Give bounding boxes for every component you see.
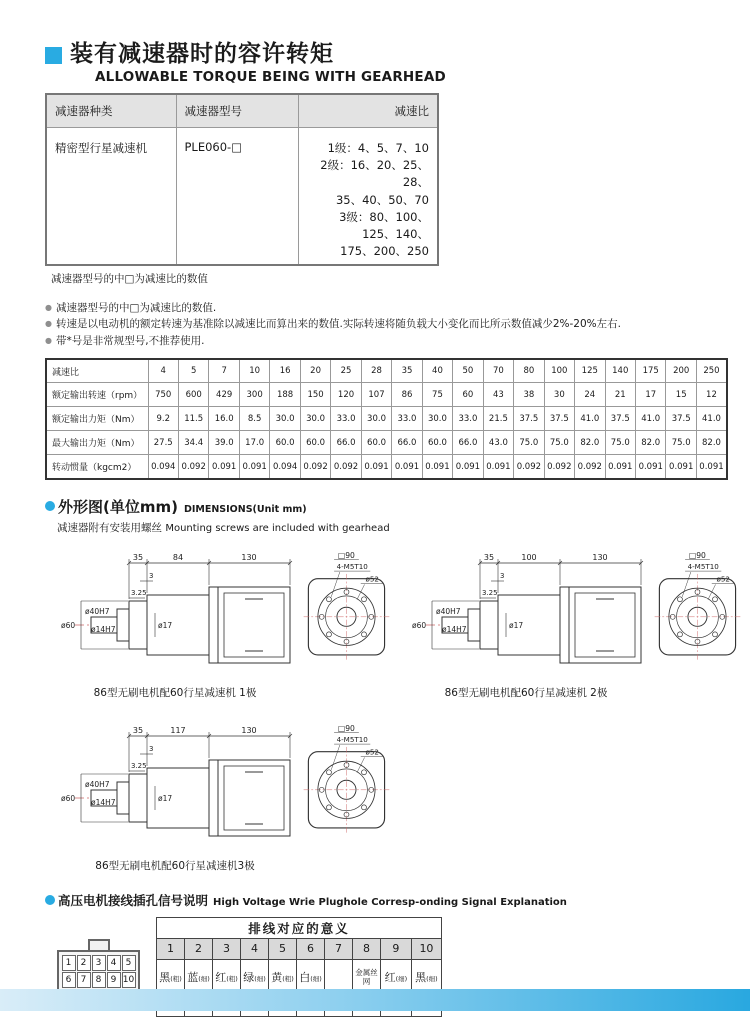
note-text: 带*号是非常规型号,不推荐使用. — [55, 335, 205, 348]
wire-gauge-label: (细) — [395, 975, 408, 984]
gearhead-type-cell: 精密型行星减速机 — [46, 127, 176, 264]
spec-value-cell: 30.0 — [422, 407, 452, 431]
spec-value-cell: 0.091 — [666, 455, 696, 479]
spec-value-cell: 0.092 — [178, 455, 208, 479]
spec-value-cell: 60.0 — [300, 431, 330, 455]
wiring-title-zh: 高压电机接线插孔信号说明 — [58, 892, 209, 908]
col-header-ratio: 减速比 — [298, 94, 438, 127]
front-view-drawing-2 — [647, 543, 747, 683]
wire-gauge-label: (粗) — [170, 975, 182, 984]
pin-number-cell: 4 — [241, 938, 269, 959]
spec-value-cell: 8.5 — [239, 407, 269, 431]
blue-dot-icon — [45, 895, 55, 905]
spec-value-cell: 600 — [178, 383, 208, 407]
wire-color-cell: 黑(细) — [411, 959, 441, 995]
spec-value-cell: 60 — [453, 383, 483, 407]
bullet-icon: ● — [45, 336, 52, 346]
spec-value-cell: 75.0 — [544, 431, 574, 455]
dim-len1: 35 — [132, 552, 144, 562]
dim-square: □90 — [338, 723, 355, 733]
connector-pin: 2 — [77, 955, 91, 971]
dim-bolts: 4-M5T10 — [336, 562, 368, 572]
spec-value-cell: 0.091 — [636, 455, 666, 479]
dim-shaft: ø14H7 — [91, 624, 116, 634]
dim-len3: 130 — [241, 725, 257, 735]
connector-body — [57, 950, 140, 994]
model-note: 减速器型号的中□为减速比的数值 — [51, 272, 208, 285]
spec-row — [46, 383, 727, 407]
spec-value-cell: 9.2 — [148, 407, 178, 431]
side-view-drawing-2 — [396, 543, 646, 683]
spec-value-cell: 21.5 — [483, 407, 513, 431]
spec-row — [46, 407, 727, 431]
side-view-drawing-1 — [45, 543, 295, 683]
spec-row-label: 减速比 — [46, 359, 148, 383]
connector-pin: 8 — [92, 972, 106, 988]
dim-len3: 130 — [592, 552, 608, 562]
dim-step: 3.25 — [131, 761, 147, 770]
spec-value-cell: 0.091 — [453, 455, 483, 479]
dim-pilot: ø40H7 — [85, 606, 110, 616]
page-header — [45, 42, 728, 85]
spec-value-cell: 60.0 — [361, 431, 391, 455]
spec-value-cell: 21 — [605, 383, 635, 407]
spec-value-cell: 75.0 — [514, 431, 544, 455]
dim-shaft2: ø17 — [509, 620, 524, 630]
spec-value-cell: 20 — [300, 359, 330, 383]
connector-pin: 1 — [62, 955, 76, 971]
ratio-line: 175、200、250 — [340, 244, 429, 259]
spec-value-cell: 30.0 — [270, 407, 300, 431]
note-item — [45, 333, 728, 350]
spec-value-cell: 0.092 — [575, 455, 605, 479]
connector-row-2 — [61, 972, 136, 989]
connector-pin: 5 — [122, 955, 136, 971]
blue-dot-icon — [45, 501, 55, 511]
spec-value-cell: 250 — [696, 359, 727, 383]
connector-pin: 9 — [107, 972, 121, 988]
spec-value-cell: 0.094 — [270, 455, 300, 479]
spec-value-cell: 0.091 — [605, 455, 635, 479]
dim-shaft: ø14H7 — [442, 624, 467, 634]
spec-value-cell: 0.091 — [696, 455, 727, 479]
table-row — [46, 127, 438, 264]
spec-value-cell: 0.091 — [483, 455, 513, 479]
dim-len1: 35 — [483, 552, 495, 562]
notes-list — [45, 300, 728, 350]
spec-value-cell: 24 — [575, 383, 605, 407]
dim-bolts: 4-M5T10 — [336, 735, 368, 745]
spec-value-cell: 12 — [696, 383, 727, 407]
spec-value-cell: 43.0 — [483, 431, 513, 455]
spec-value-cell: 80 — [514, 359, 544, 383]
pin-number-cell: 5 — [269, 938, 297, 959]
gearhead-model-cell: PLE060-□ — [176, 127, 298, 264]
dim-pilot: ø40H7 — [85, 779, 110, 789]
dim-square: □90 — [689, 550, 706, 560]
wire-color-cell: 金属丝网 — [353, 959, 381, 995]
connector-row-1 — [61, 955, 136, 972]
spec-value-cell: 30 — [544, 383, 574, 407]
spec-value-cell: 30.0 — [361, 407, 391, 431]
dim-pilot: ø40H7 — [436, 606, 461, 616]
spec-table — [45, 358, 728, 480]
spec-row-label: 额定输出转速（rpm） — [46, 383, 148, 407]
pin-number-cell: 2 — [185, 938, 213, 959]
spec-value-cell: 125 — [575, 359, 605, 383]
spec-value-cell: 140 — [605, 359, 635, 383]
wire-color-cell: 蓝(细) — [185, 959, 213, 995]
spec-value-cell: 66.0 — [331, 431, 361, 455]
connector-pin: 4 — [107, 955, 121, 971]
spec-value-cell: 200 — [666, 359, 696, 383]
wire-gauge-label: (粗) — [226, 975, 238, 984]
spec-value-cell: 37.5 — [514, 407, 544, 431]
spec-value-cell: 75 — [422, 383, 452, 407]
dim-bolt-circle: ø52 — [365, 747, 379, 757]
blue-square-bullet-icon — [45, 47, 62, 64]
spec-value-cell: 0.092 — [514, 455, 544, 479]
spec-row-label: 额定输出力矩（Nm） — [46, 407, 148, 431]
spec-value-cell: 4 — [148, 359, 178, 383]
spec-value-cell: 39.0 — [209, 431, 239, 455]
dim-step: 3.25 — [482, 588, 498, 597]
spec-value-cell: 10 — [239, 359, 269, 383]
spec-value-cell: 33.0 — [392, 407, 422, 431]
dim-square: □90 — [338, 550, 355, 560]
drawing-3-caption: 86型无刷电机配60行星减速机3极 — [95, 859, 255, 872]
spec-value-cell: 0.091 — [392, 455, 422, 479]
pin-number-cell: 9 — [381, 938, 412, 959]
bullet-icon: ● — [45, 302, 52, 312]
pin-number-cell: 8 — [353, 938, 381, 959]
spec-value-cell: 0.091 — [422, 455, 452, 479]
spec-value-cell: 41.0 — [636, 407, 666, 431]
drawings-row-2 — [45, 716, 728, 873]
col-header-model: 减速器型号 — [176, 94, 298, 127]
dim-len2: 84 — [172, 552, 184, 562]
drawings-row-1 — [45, 543, 728, 700]
dim-len2: 117 — [170, 725, 186, 735]
dim-bolts: 4-M5T10 — [687, 562, 719, 572]
wire-gauge-label: (细) — [198, 975, 210, 984]
pin-number-cell: 7 — [325, 938, 353, 959]
spec-value-cell: 60.0 — [422, 431, 452, 455]
front-view-drawing-3 — [296, 716, 396, 856]
dim-step: 3.25 — [131, 588, 147, 597]
spec-value-cell: 0.094 — [148, 455, 178, 479]
pin-number-cell: 1 — [157, 938, 185, 959]
dim-offset: 3 — [500, 571, 505, 580]
spec-value-cell: 0.092 — [300, 455, 330, 479]
wiring-pin-row — [157, 938, 442, 959]
connector-plug-drawing — [57, 939, 140, 994]
spec-value-cell: 41.0 — [575, 407, 605, 431]
spec-value-cell: 25 — [331, 359, 361, 383]
dim-shaft: ø14H7 — [91, 797, 116, 807]
dim-len1: 35 — [132, 725, 144, 735]
connector-pin: 6 — [62, 972, 76, 988]
ratio-line: 1级：4、5、7、10 — [327, 140, 429, 155]
bottom-blue-bar — [0, 989, 750, 1011]
spec-value-cell: 7 — [209, 359, 239, 383]
connector-pin: 3 — [92, 955, 106, 971]
wiring-title-row — [157, 917, 442, 938]
spec-row-label: 最大输出力矩（Nm） — [46, 431, 148, 455]
ratio-line: 35、40、50、70 — [335, 192, 429, 207]
dim-outer: ø60 — [61, 620, 76, 630]
dim-outer: ø60 — [61, 793, 76, 803]
spec-value-cell: 33.0 — [453, 407, 483, 431]
page-subtitle: ALLOWABLE TORQUE BEING WITH GEARHEAD — [95, 69, 446, 86]
pin-number-cell: 10 — [411, 938, 441, 959]
wire-color-cell: 红(细) — [381, 959, 412, 995]
dimensions-subtitle-en: Mounting screws are included with gearhead — [165, 522, 390, 534]
spec-value-cell: 35 — [392, 359, 422, 383]
drawing-3 — [45, 716, 397, 873]
spec-value-cell: 37.5 — [544, 407, 574, 431]
wire-gauge-label: (细) — [310, 975, 322, 984]
spec-value-cell: 66.0 — [453, 431, 483, 455]
wiring-table-title: 排线对应的意义 — [157, 917, 442, 938]
spec-table-body — [46, 359, 727, 479]
spec-value-cell: 16.0 — [209, 407, 239, 431]
spec-value-cell: 16 — [270, 359, 300, 383]
drawing-2 — [396, 543, 747, 700]
drawing-2-caption: 86型无刷电机配60行星减速机 2极 — [444, 686, 608, 699]
spec-value-cell: 150 — [300, 383, 330, 407]
pin-number-cell: 6 — [297, 938, 325, 959]
spec-value-cell: 28 — [361, 359, 391, 383]
spec-value-cell: 750 — [148, 383, 178, 407]
spec-value-cell: 82.0 — [636, 431, 666, 455]
spec-value-cell: 50 — [453, 359, 483, 383]
spec-value-cell: 27.5 — [148, 431, 178, 455]
dim-len3: 130 — [241, 552, 257, 562]
note-item — [45, 300, 728, 317]
wire-color-cell: 白(细) — [297, 959, 325, 995]
spec-value-cell: 75.0 — [605, 431, 635, 455]
page-title: 装有减速器时的容许转矩 — [70, 41, 334, 67]
dim-offset: 3 — [149, 744, 154, 753]
spec-value-cell: 175 — [636, 359, 666, 383]
spec-value-cell: 15 — [666, 383, 696, 407]
note-text: 减速器型号的中□为减速比的数值. — [55, 301, 217, 314]
spec-value-cell: 100 — [544, 359, 574, 383]
spec-value-cell: 0.091 — [209, 455, 239, 479]
connector-tab — [88, 939, 110, 950]
ratio-list — [298, 127, 438, 264]
spec-value-cell: 300 — [239, 383, 269, 407]
dim-offset: 3 — [149, 571, 154, 580]
spec-value-cell: 17 — [636, 383, 666, 407]
gearhead-model-table — [45, 93, 439, 265]
wire-color-cell: 黑(粗) — [157, 959, 185, 995]
dim-bolt-circle: ø52 — [365, 574, 379, 584]
spec-value-cell: 107 — [361, 383, 391, 407]
spec-value-cell: 0.092 — [544, 455, 574, 479]
spec-value-cell: 43 — [483, 383, 513, 407]
wire-color-cell: 绿(细) — [241, 959, 269, 995]
connector-pin: 7 — [77, 972, 91, 988]
front-view-drawing-1 — [296, 543, 396, 683]
pin-number-cell: 3 — [213, 938, 241, 959]
spec-row — [46, 431, 727, 455]
wire-color-cell: 红(粗) — [213, 959, 241, 995]
dimensions-subtitle-zh: 减速器附有安装用螺丝 — [57, 521, 162, 534]
drawing-1-caption: 86型无刷电机配60行星减速机 1极 — [93, 686, 257, 699]
spec-value-cell: 70 — [483, 359, 513, 383]
bullet-icon: ● — [45, 319, 52, 329]
spec-value-cell: 33.0 — [331, 407, 361, 431]
note-item — [45, 316, 728, 333]
dimensions-title-zh: 外形图(单位mm) — [58, 497, 178, 516]
spec-value-cell: 0.091 — [361, 455, 391, 479]
spec-value-cell: 0.091 — [239, 455, 269, 479]
spec-value-cell: 34.4 — [178, 431, 208, 455]
dim-bolt-circle: ø52 — [716, 574, 730, 584]
dimensions-title-en: DIMENSIONS(Unit mm) — [183, 503, 307, 515]
spec-value-cell: 0.092 — [331, 455, 361, 479]
spec-row — [46, 359, 727, 383]
spec-row-label: 转动惯量（kgcm2） — [46, 455, 148, 479]
spec-value-cell: 37.5 — [666, 407, 696, 431]
spec-value-cell: 429 — [209, 383, 239, 407]
dimensions-section — [45, 496, 728, 873]
spec-value-cell: 75.0 — [666, 431, 696, 455]
spec-value-cell: 82.0 — [696, 431, 727, 455]
ratio-line: 3级：80、100、125、140、 — [339, 209, 429, 242]
spec-value-cell: 5 — [178, 359, 208, 383]
drawing-1 — [45, 543, 396, 700]
dim-outer: ø60 — [412, 620, 427, 630]
spec-value-cell: 38 — [514, 383, 544, 407]
spec-value-cell: 40 — [422, 359, 452, 383]
ratio-line: 2级：16、20、25、28、 — [320, 158, 429, 190]
dim-shaft2: ø17 — [158, 793, 173, 803]
spec-value-cell: 120 — [331, 383, 361, 407]
spec-row — [46, 455, 727, 479]
spec-value-cell: 17.0 — [239, 431, 269, 455]
spec-value-cell: 82.0 — [575, 431, 605, 455]
wiring-title-en: High Voltage Wrie Plughole Corresp-onding Signal Explanation — [213, 896, 567, 908]
connector-pin: 10 — [122, 972, 136, 988]
dim-len2: 100 — [521, 552, 537, 562]
spec-value-cell: 86 — [392, 383, 422, 407]
wire-gauge-label: (细) — [426, 975, 438, 984]
spec-value-cell: 41.0 — [696, 407, 727, 431]
wire-gauge-label: (粗) — [282, 975, 294, 984]
spec-value-cell: 30.0 — [300, 407, 330, 431]
dim-shaft2: ø17 — [158, 620, 173, 630]
spec-value-cell: 11.5 — [178, 407, 208, 431]
col-header-type: 减速器种类 — [46, 94, 176, 127]
note-text: 转速是以电动机的额定转速为基准除以减速比而算出来的数值.实际转速将随负载大小变化而比所示数值减少2%-20%左右. — [55, 318, 621, 331]
wire-color-cell: 黄(粗) — [269, 959, 297, 995]
spec-value-cell: 188 — [270, 383, 300, 407]
wire-gauge-label: (细) — [254, 975, 266, 984]
spec-value-cell: 37.5 — [605, 407, 635, 431]
side-view-drawing-3 — [45, 716, 295, 856]
spec-value-cell: 66.0 — [392, 431, 422, 455]
spec-value-cell: 60.0 — [270, 431, 300, 455]
